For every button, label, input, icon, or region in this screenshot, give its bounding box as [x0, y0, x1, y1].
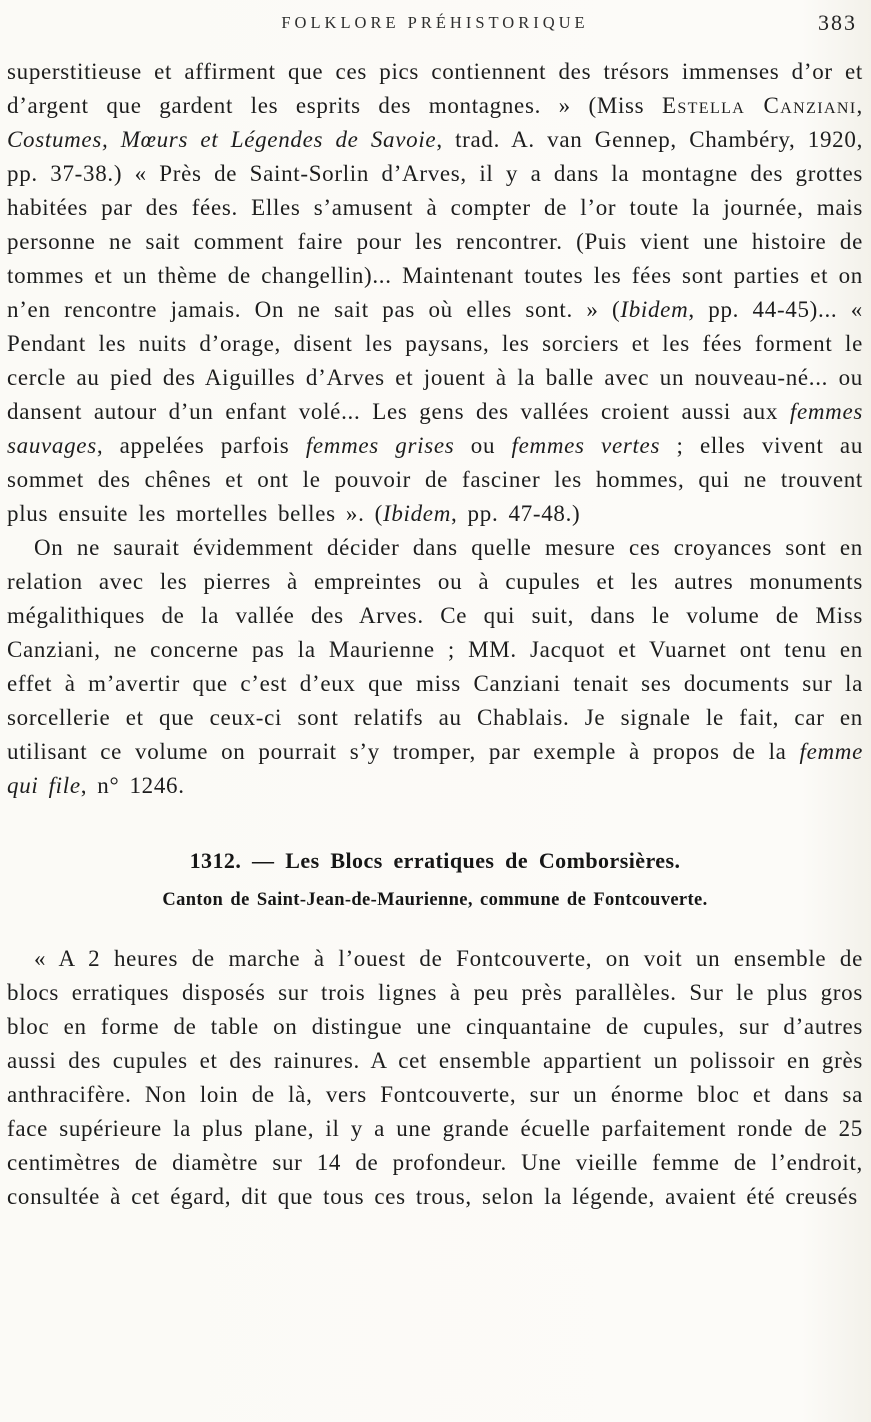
text-run-plain: , trad. A. van Gennep, Chambéry, 1920, pp. 37-38.) « Près de Saint-Sorlin d’Arves, il y a dans la montagne des grottes habitées par des fées. Elles s’amusent à compter de l’or toute la journée, mais personne ne sait comment faire pour les rencontrer. (Puis vient une histoire de tommes et un thème de changellin)... Maintenant toutes les fées sont parties et on n’en rencontre jamais. On ne sait pas où elles sont. » (: [7, 127, 864, 322]
text-run-plain: , n° 1246.: [80, 773, 185, 798]
text-run-italic: Costumes, Mœurs et Légendes de Savoie: [7, 127, 437, 152]
text-run-plain: superstitieuse et affirment que ces pics contiennent des trésors immenses d’or et d’argent que gardent les esprits des montagnes. » (Miss: [7, 59, 863, 118]
paragraph-commentary: [7, 531, 863, 803]
text-run-italic: femmes grises: [305, 433, 455, 458]
entry-heading: 1312. — Les Blocs erratiques de Comborsières.: [189, 848, 681, 873]
text-run-plain: , pp. 47-48.): [451, 501, 581, 526]
text-run-smallcaps: Estella Canziani: [661, 93, 857, 118]
text-run-plain: ,: [856, 93, 863, 118]
text-run-italic: femmes sauvages: [7, 399, 863, 458]
text-run-italic: femmes vertes: [511, 433, 661, 458]
running-header: [7, 10, 863, 38]
text-run-plain: ou: [454, 433, 512, 458]
text-run-italic: Ibidem: [382, 501, 451, 526]
text-run-plain: , appelées parfois: [96, 433, 306, 458]
page-body: [7, 55, 863, 1214]
text-run-plain: On ne saurait évidemment décider dans quelle mesure ces croyances sont en relation avec les pierres à empreintes ou à cupules et les autres monuments mégalithiques de la vallée des Arves. Ce qui suit, dans le volume de Miss Canziani, ne concerne pas la Maurienne ; MM. Jacquot et Vuarnet ont tenu en effet à m’avertir que c’est d’eux que miss Canziani tenait ses documents sur la sorcellerie et que ceux-ci sont relatifs au Chablais. Je signale le fait, car en utilisant ce volume on pourrait s’y tromper, par exemple à propos de la: [7, 535, 863, 764]
entry-subheading: Canton de Saint-Jean-de-Maurienne, commune de Fontcouverte.: [162, 890, 708, 910]
paragraph-quote-canziani: [7, 55, 863, 531]
text-run-plain: , pp. 44-45)... « Pendant les nuits d’orage, disent les paysans, les sorciers et les fées forment le cercle au pied des Aiguilles d’Arves et jouent à la balle avec un nouveau-né... ou dansent autour d’un enfant volé... Les gens des vallées croient aussi aux: [7, 297, 863, 424]
page-number: 383: [818, 10, 857, 35]
text-run-italic: Ibidem: [620, 297, 689, 322]
text-run-plain: ; elles vivent au sommet des chênes et ont le pouvoir de fasciner les hommes, qui ne trouvent plus ensuite les mortelles belles ». (: [7, 433, 864, 526]
paragraph-entry-text: [7, 942, 863, 1214]
text-run-italic: femme qui file: [7, 739, 863, 798]
text-run-plain: « A 2 heures de marche à l’ouest de Fontcouverte, on voit un ensemble de blocs erratiques disposés sur trois lignes à peu près parallèles. Sur le plus gros bloc en forme de table on distingue une cinquantaine de cupules, sur d’autres aussi des cupules et des rainures. A cet ensemble appartient un polissoir en grès anthracifère. Non loin de là, vers Fontcouverte, sur un énorme bloc et dans sa face supérieure la plus plane, il y a une grande écuelle parfaitement ronde de 25 centimètres de diamètre sur 14 de profondeur. Une vieille femme de l’endroit, consultée à cet égard, dit que tous ces trous, selon la légende, avaient été creusés: [7, 946, 863, 1209]
running-title: FOLKLORE PRÉHISTORIQUE: [281, 13, 589, 32]
